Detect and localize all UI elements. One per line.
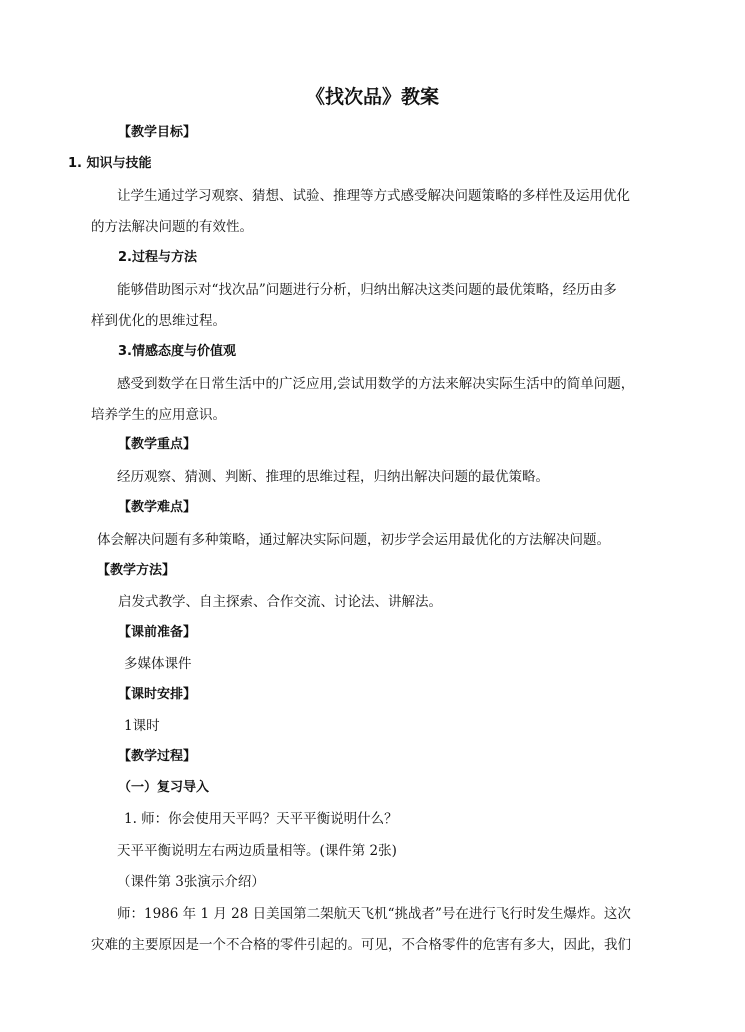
paragraph-line: 启发式教学、自主探索、合作交流、讨论法、讲解法。: [118, 594, 442, 610]
document-title: 《找次品》教案: [305, 86, 439, 108]
heading-preparation: 【课前准备】: [118, 625, 197, 640]
paragraph-line: 让学生通过学习观察、猜想、试验、推理等方式感受解决问题策略的多样性及运用优化: [117, 188, 630, 204]
subheading-review-intro: （一）复习导入: [118, 780, 210, 795]
paragraph-line: 的方法解决问题的有效性。: [91, 219, 253, 235]
heading-key-points: 【教学重点】: [118, 437, 197, 452]
paragraph-line: （课件第 3张演示介绍）: [117, 874, 265, 890]
paragraph-line: 能够借助图示对“找次品”问题进行分析，归纳出解决这类问题的最优策略，经历由多: [117, 282, 617, 298]
heading-teaching-goals: 【教学目标】: [118, 125, 197, 140]
subheading-attitude-values: 3.情感态度与价值观: [118, 344, 236, 359]
paragraph-line: 经历观察、猜测、判断、推理的思维过程，归纳出解决问题的最优策略。: [117, 469, 549, 485]
heading-difficult-points: 【教学难点】: [118, 500, 197, 515]
heading-teaching-process: 【教学过程】: [118, 749, 197, 764]
subheading-knowledge-skills: 1. 知识与技能: [68, 156, 152, 171]
heading-schedule: 【课时安排】: [118, 687, 197, 702]
paragraph-line: 1课时: [124, 718, 160, 734]
heading-teaching-methods: 【教学方法】: [97, 563, 176, 578]
paragraph-line: 天平平衡说明左右两边质量相等。(课件第 2张): [117, 843, 397, 859]
paragraph-line: 师：1986 年 1 月 28 日美国第二架航天飞机“挑战者”号在进行飞行时发生爆炸。这次: [117, 906, 631, 922]
paragraph-line: 样到优化的思维过程。: [91, 313, 226, 329]
paragraph-line: 感受到数学在日常生活中的广泛应用,尝试用数学的方法来解决实际生活中的简单问题，: [117, 376, 635, 392]
subheading-process-method: 2.过程与方法: [118, 250, 197, 265]
paragraph-line: 灾难的主要原因是一个不合格的零件引起的。可见，不合格零件的危害有多大，因此，我们: [91, 937, 631, 953]
paragraph-line: 1. 师：你会使用天平吗？天平平衡说明什么？: [124, 811, 398, 827]
paragraph-line: 体会解决问题有多种策略，通过解决实际问题，初步学会运用最优化的方法解决问题。: [97, 532, 610, 548]
paragraph-line: 多媒体课件: [124, 656, 192, 672]
paragraph-line: 培养学生的应用意识。: [91, 407, 226, 423]
